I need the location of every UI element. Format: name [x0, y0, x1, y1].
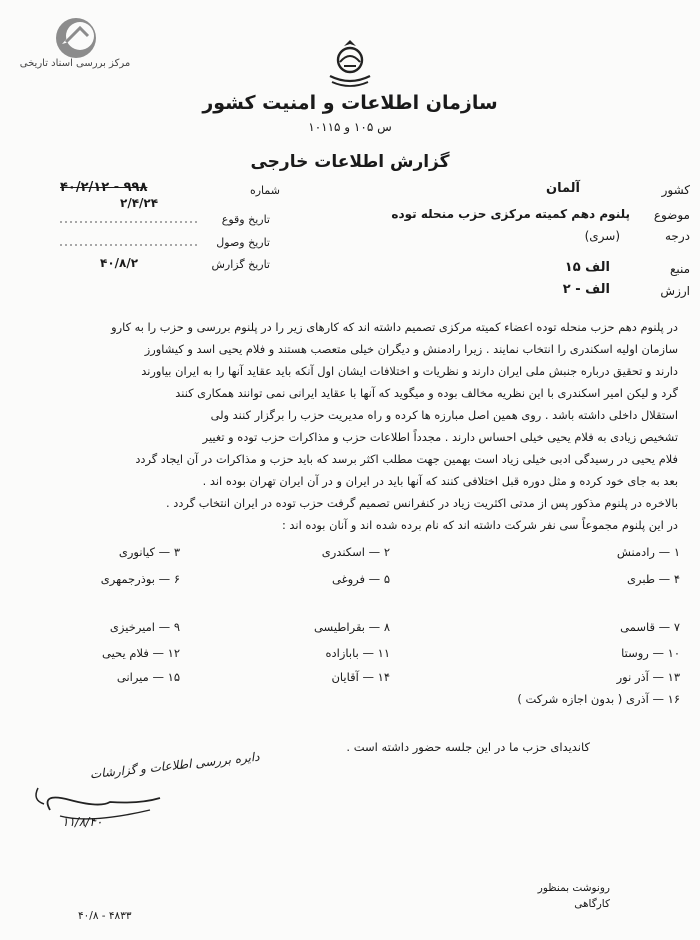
country-label: کشور: [661, 183, 690, 197]
source-value: الف ۱۵: [564, 260, 610, 275]
number-value: ۴۰/۲/۱۲ - ۹۹۸: [60, 180, 148, 195]
list-item: ۴ — طبری: [627, 572, 680, 586]
list-item: ۲ — اسکندری: [321, 545, 390, 559]
list-item: ۱۵ — میرانی: [116, 670, 180, 684]
number-value-2: ۲/۴/۲۴: [120, 196, 159, 210]
report-date-value: ۴۰/۸/۲: [100, 256, 139, 270]
body-line: بالاخره در پلنوم مذکور پس از مدتی اکثریت زیاد در کنفرانس تصمیم گرفت حزب توده در ایران انتخاب گردد .: [166, 496, 678, 510]
signature-date: ۱۱/۸/۴۰: [62, 815, 103, 829]
dotted-lines: [60, 210, 200, 270]
list-item: ۱۱ — بابازاده: [325, 646, 390, 660]
list-item: ۱ — رادمنش: [616, 545, 680, 559]
number-label: شماره: [249, 184, 280, 197]
list-item: ۱۴ — آقایان: [331, 670, 390, 684]
signature-text: دایره بررسی اطلاعات و گزارشات: [89, 749, 261, 782]
list-item: ۱۰ — روستا: [621, 646, 680, 660]
list-item: ۱۶ — آذری ( بدون اجازه شرکت ): [517, 692, 680, 706]
source-label: منبع: [669, 262, 690, 276]
list-item: ۳ — کیانوری: [118, 545, 180, 559]
organization-name: سازمان اطلاعات و امنیت کشور: [202, 92, 498, 114]
report-date-label: تاریخ گزارش: [211, 258, 270, 271]
archive-logo-icon: [40, 14, 104, 62]
distribution-line-2: کارگاهی: [574, 898, 610, 910]
distribution-line-1: رونوشت بمنظور: [537, 882, 610, 894]
subject-value: پلنوم دهم کمیته مرکزی حزب منحله توده: [391, 207, 630, 221]
classification-label: درجه: [665, 229, 690, 243]
event-date-label: تاریخ وقوع: [221, 213, 270, 226]
subject-label: موضوع: [653, 208, 690, 222]
list-item: ۷ — قاسمی: [620, 620, 680, 634]
country-value: آلمان: [545, 181, 580, 196]
body-line: تشخیص زیادی به فلام یحیی خیلی احساس دارند . مجدداً اطلاعات حزب و مذاکرات حزب توده و تغییر: [202, 430, 678, 444]
body-line: گرد و لیکن امیر اسکندری با این نظریه مخالف بوده و میگوید که آنها با عقاید ایرانی نمی توانند همکاری کنند: [175, 386, 678, 400]
body-line: در پلنوم دهم حزب منحله توده اعضاء کمیته مرکزی تصمیم داشته اند که کارهای زیر را در پلنوم بررسی و حزب را به کارو: [111, 320, 678, 334]
assessment-value: الف - ۲: [562, 282, 610, 297]
body-line: استقلال داخلی داشته باشد . روی همین اصل مبارزه ها کرده و راه مدیریت حزب را برگزار کنند ولی: [210, 408, 678, 422]
list-item: ۵ — فروغی: [332, 572, 390, 586]
info-date-label: تاریخ وصول: [216, 236, 270, 249]
list-item: ۸ — بقراطیسی: [313, 620, 390, 634]
assessment-label: ارزش: [660, 284, 690, 298]
body-line: بعد به جای خود کرده و مثل دوره قبل اختلافی کنند که آنها باید در ایران و در آن ایران تهران بوده اند .: [202, 474, 678, 488]
body-line: در این پلنوم مجموعاً سی نفر شرکت داشته اند که نام برده شده اند و آنان بوده اند :: [281, 518, 678, 532]
body-line: دارند و تحقیق درباره جنبش ملی ایران دارند و نظریات و اختلافات ایشان اول آنکه باید عقاید آنها را به ایران بیاورند: [141, 364, 678, 378]
logo-caption: مرکز بررسی اسناد تاریخی: [19, 58, 131, 69]
body-line: سازمان اولیه اسکندری را انتخاب نمایند . زیرا رادمنش و دیگران خیلی متعصب هستند و فلام یحیی اسد و کیشاورز: [144, 342, 678, 356]
reference-code: س ۱۰۵ و ۱۰۱۱۵: [308, 120, 392, 134]
emblem-icon: [322, 36, 378, 90]
list-item: ۹ — امیرخیزی: [109, 620, 180, 634]
list-item: ۶ — بوذرجمهری: [100, 572, 180, 586]
report-title: گزارش اطلاعات خارجی: [250, 152, 450, 172]
list-item: ۱۲ — فلام یحیی: [102, 646, 180, 660]
closing-line: کاندیدای حزب ما در این جلسه حضور داشته است .: [346, 740, 590, 754]
bottom-number: ۴۰/۸ - ۴۸۳۳: [78, 910, 132, 922]
classification-value: (سری): [584, 229, 620, 243]
body-line: فلام یحیی در رسیدگی ادبی خیلی زیاد است بهمین جهت مطلب اکثر برسد که باید حزب و مذاکرات در آن ایجاد گردد: [135, 452, 678, 466]
list-item: ۱۳ — آذر نور: [616, 670, 680, 684]
